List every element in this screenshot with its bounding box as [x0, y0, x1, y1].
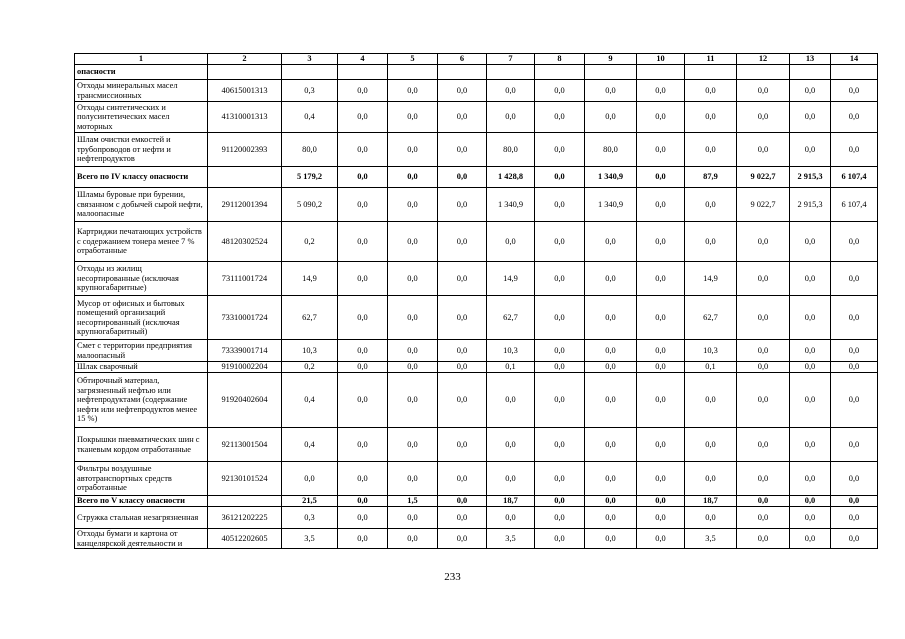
value-cell: 0,0 — [737, 262, 790, 296]
value-cell: 0,0 — [585, 262, 637, 296]
waste-name-cell: Шлам очистки емкостей и трубопроводов от нефти и нефтепродуктов — [75, 133, 208, 167]
value-cell: 0,0 — [685, 102, 737, 133]
value-cell: 0,0 — [438, 102, 487, 133]
value-cell — [438, 65, 487, 80]
value-cell: 6 107,4 — [831, 188, 878, 222]
value-cell: 0,0 — [585, 102, 637, 133]
value-cell: 0,0 — [737, 222, 790, 262]
value-cell: 80,0 — [585, 133, 637, 167]
value-cell: 0,0 — [487, 222, 535, 262]
waste-name-cell: опасности — [75, 65, 208, 80]
value-cell: 0,0 — [637, 188, 685, 222]
value-cell: 10,3 — [685, 340, 737, 362]
value-cell: 0,0 — [831, 222, 878, 262]
value-cell: 0,0 — [790, 428, 831, 462]
value-cell: 14,9 — [685, 262, 737, 296]
value-cell: 0,0 — [388, 222, 438, 262]
value-cell: 62,7 — [282, 296, 338, 340]
value-cell: 0,0 — [585, 362, 637, 373]
value-cell: 0,0 — [438, 362, 487, 373]
value-cell: 0,0 — [338, 133, 388, 167]
table-row — [75, 529, 878, 549]
value-cell: 3,5 — [282, 529, 338, 549]
column-number-cell: 6 — [438, 54, 487, 65]
value-cell: 0,0 — [487, 507, 535, 529]
value-cell: 0,0 — [831, 133, 878, 167]
value-cell: 62,7 — [487, 296, 535, 340]
value-cell: 1 428,8 — [487, 167, 535, 188]
page-number: 233 — [444, 571, 461, 583]
value-cell: 3,5 — [685, 529, 737, 549]
column-number-cell: 10 — [637, 54, 685, 65]
value-cell: 0,0 — [737, 496, 790, 507]
value-cell: 0,0 — [585, 462, 637, 496]
column-number-cell: 2 — [208, 54, 282, 65]
value-cell: 0,0 — [535, 362, 585, 373]
value-cell: 0,0 — [831, 373, 878, 428]
table-row — [75, 262, 878, 296]
value-cell: 0,0 — [685, 133, 737, 167]
value-cell: 0,0 — [338, 80, 388, 102]
value-cell — [637, 65, 685, 80]
value-cell: 0,4 — [282, 102, 338, 133]
value-cell: 1,5 — [388, 496, 438, 507]
value-cell: 0,0 — [831, 296, 878, 340]
value-cell: 0,0 — [487, 373, 535, 428]
waste-name-cell: Отходы из жилищ несортированные (исключая крупногабаритные) — [75, 262, 208, 296]
value-cell: 0,0 — [685, 188, 737, 222]
value-cell: 14,9 — [282, 262, 338, 296]
value-cell: 0,0 — [585, 340, 637, 362]
fkko-code-cell: 40615001313 — [208, 80, 282, 102]
value-cell: 0,0 — [388, 462, 438, 496]
value-cell: 0,0 — [637, 340, 685, 362]
table-body — [75, 54, 878, 549]
fkko-code-cell — [208, 65, 282, 80]
fkko-code-cell: 48120302524 — [208, 222, 282, 262]
value-cell — [737, 65, 790, 80]
value-cell: 0,0 — [737, 362, 790, 373]
value-cell: 0,0 — [535, 373, 585, 428]
value-cell: 0,0 — [637, 262, 685, 296]
fkko-code-cell: 40512202605 — [208, 529, 282, 549]
table-row — [75, 362, 878, 373]
table-row — [75, 80, 878, 102]
value-cell — [685, 65, 737, 80]
value-cell: 0,0 — [831, 507, 878, 529]
value-cell: 0,3 — [282, 507, 338, 529]
value-cell: 0,0 — [685, 222, 737, 262]
value-cell: 0,4 — [282, 428, 338, 462]
value-cell: 0,0 — [338, 222, 388, 262]
waste-name-cell: Фильтры воздушные автотранспортных средств отработанные — [75, 462, 208, 496]
table-row — [75, 133, 878, 167]
value-cell: 0,0 — [438, 340, 487, 362]
value-cell: 0,0 — [790, 296, 831, 340]
value-cell: 0,0 — [637, 362, 685, 373]
value-cell: 0,0 — [338, 496, 388, 507]
waste-name-cell: Смет с территории предприятия малоопасный — [75, 340, 208, 362]
value-cell: 2 915,3 — [790, 167, 831, 188]
value-cell: 0,0 — [737, 507, 790, 529]
value-cell: 0,0 — [831, 462, 878, 496]
value-cell: 0,0 — [535, 133, 585, 167]
waste-name-cell: Шламы буровые при бурении, связанном с добычей сырой нефти, малоопасные — [75, 188, 208, 222]
value-cell: 0,1 — [685, 362, 737, 373]
fkko-code-cell: 29112001394 — [208, 188, 282, 222]
fkko-code-cell — [208, 167, 282, 188]
value-cell: 0,0 — [790, 133, 831, 167]
value-cell: 0,0 — [535, 102, 585, 133]
value-cell: 87,9 — [685, 167, 737, 188]
value-cell: 0,0 — [585, 496, 637, 507]
value-cell: 0,0 — [737, 133, 790, 167]
value-cell: 0,0 — [438, 496, 487, 507]
value-cell: 0,0 — [637, 102, 685, 133]
value-cell: 5 090,2 — [282, 188, 338, 222]
value-cell: 0,0 — [535, 296, 585, 340]
value-cell: 0,0 — [585, 80, 637, 102]
value-cell: 0,0 — [388, 133, 438, 167]
value-cell: 0,0 — [831, 496, 878, 507]
value-cell: 0,0 — [487, 428, 535, 462]
value-cell: 0,0 — [535, 529, 585, 549]
column-number-cell: 13 — [790, 54, 831, 65]
waste-name-cell: Обтирочный материал, загрязненный нефтью или нефтепродуктами (содержание нефти или нефтепродуктов менее 15 %) — [75, 373, 208, 428]
value-cell: 0,0 — [535, 496, 585, 507]
value-cell: 0,0 — [790, 373, 831, 428]
value-cell: 0,0 — [637, 373, 685, 428]
value-cell: 0,0 — [637, 428, 685, 462]
value-cell: 0,0 — [438, 529, 487, 549]
value-cell: 0,0 — [685, 373, 737, 428]
value-cell: 0,0 — [338, 529, 388, 549]
column-number-cell: 9 — [585, 54, 637, 65]
column-number-cell: 11 — [685, 54, 737, 65]
value-cell: 0,2 — [282, 362, 338, 373]
value-cell — [338, 65, 388, 80]
total-row — [75, 167, 878, 188]
value-cell: 0,0 — [685, 428, 737, 462]
value-cell: 0,0 — [535, 507, 585, 529]
table-row — [75, 373, 878, 428]
fkko-code-cell: 91920402604 — [208, 373, 282, 428]
value-cell: 0,0 — [790, 362, 831, 373]
value-cell: 0,0 — [535, 462, 585, 496]
value-cell — [790, 65, 831, 80]
fkko-code-cell: 73339001714 — [208, 340, 282, 362]
value-cell: 0,0 — [535, 80, 585, 102]
value-cell: 0,0 — [585, 222, 637, 262]
fkko-code-cell: 36121202225 — [208, 507, 282, 529]
value-cell: 0,0 — [685, 507, 737, 529]
value-cell: 0,0 — [831, 529, 878, 549]
value-cell: 0,2 — [282, 222, 338, 262]
value-cell: 1 340,9 — [585, 188, 637, 222]
value-cell: 0,0 — [388, 167, 438, 188]
column-number-cell: 7 — [487, 54, 535, 65]
value-cell: 0,0 — [637, 462, 685, 496]
value-cell: 0,0 — [831, 362, 878, 373]
value-cell: 0,0 — [338, 507, 388, 529]
value-cell: 0,0 — [388, 373, 438, 428]
value-cell: 0,0 — [338, 167, 388, 188]
value-cell — [535, 65, 585, 80]
value-cell: 0,0 — [338, 340, 388, 362]
table-row — [75, 462, 878, 496]
value-cell: 0,0 — [338, 428, 388, 462]
value-cell: 62,7 — [685, 296, 737, 340]
value-cell: 0,0 — [388, 428, 438, 462]
value-cell: 0,0 — [487, 80, 535, 102]
value-cell: 0,0 — [338, 262, 388, 296]
value-cell — [282, 65, 338, 80]
value-cell: 0,0 — [438, 188, 487, 222]
waste-name-cell: Отходы бумаги и картона от канцелярской деятельности и — [75, 529, 208, 549]
value-cell: 0,0 — [388, 102, 438, 133]
value-cell: 0,0 — [438, 80, 487, 102]
value-cell: 0,0 — [685, 462, 737, 496]
value-cell: 18,7 — [685, 496, 737, 507]
value-cell: 0,0 — [438, 507, 487, 529]
value-cell: 0,0 — [790, 462, 831, 496]
value-cell: 0,0 — [338, 296, 388, 340]
waste-name-cell: Шлак сварочный — [75, 362, 208, 373]
value-cell: 0,0 — [487, 102, 535, 133]
waste-name-cell: Всего по V классу опасности — [75, 496, 208, 507]
column-number-cell: 5 — [388, 54, 438, 65]
value-cell: 0,0 — [535, 262, 585, 296]
value-cell: 0,0 — [388, 362, 438, 373]
fkko-code-cell: 91910002204 — [208, 362, 282, 373]
value-cell: 9 022,7 — [737, 188, 790, 222]
column-number-cell: 1 — [75, 54, 208, 65]
value-cell: 0,0 — [438, 373, 487, 428]
table-row — [75, 222, 878, 262]
fkko-code-cell — [208, 496, 282, 507]
value-cell: 0,0 — [831, 428, 878, 462]
column-number-row — [75, 54, 878, 65]
value-cell: 80,0 — [282, 133, 338, 167]
value-cell: 0,0 — [637, 496, 685, 507]
value-cell: 0,0 — [790, 102, 831, 133]
value-cell: 0,0 — [338, 102, 388, 133]
value-cell: 3,5 — [487, 529, 535, 549]
value-cell: 0,0 — [737, 80, 790, 102]
value-cell: 0,0 — [737, 373, 790, 428]
waste-name-cell: Покрышки пневматических шин с тканевым кордом отработанные — [75, 428, 208, 462]
value-cell: 0,0 — [737, 340, 790, 362]
value-cell: 0,0 — [790, 222, 831, 262]
column-number-cell: 14 — [831, 54, 878, 65]
fkko-code-cell: 73111001724 — [208, 262, 282, 296]
value-cell: 10,3 — [282, 340, 338, 362]
value-cell: 0,0 — [438, 262, 487, 296]
value-cell: 0,1 — [487, 362, 535, 373]
table-row — [75, 296, 878, 340]
column-number-cell: 4 — [338, 54, 388, 65]
table-row — [75, 102, 878, 133]
value-cell: 0,0 — [637, 167, 685, 188]
value-cell: 0,0 — [831, 80, 878, 102]
value-cell: 9 022,7 — [737, 167, 790, 188]
value-cell: 0,0 — [282, 462, 338, 496]
value-cell: 0,0 — [637, 80, 685, 102]
value-cell: 1 340,9 — [487, 188, 535, 222]
total-row — [75, 496, 878, 507]
value-cell: 2 915,3 — [790, 188, 831, 222]
value-cell: 0,0 — [790, 340, 831, 362]
value-cell: 0,0 — [790, 529, 831, 549]
value-cell: 0,0 — [338, 462, 388, 496]
value-cell: 0,0 — [535, 340, 585, 362]
value-cell: 0,0 — [438, 462, 487, 496]
value-cell: 0,0 — [790, 262, 831, 296]
value-cell: 0,0 — [438, 428, 487, 462]
waste-name-cell: Стружка стальная незагрязненная — [75, 507, 208, 529]
value-cell: 0,0 — [737, 296, 790, 340]
value-cell: 0,0 — [831, 102, 878, 133]
fkko-code-cell: 92130101524 — [208, 462, 282, 496]
value-cell: 0,0 — [388, 296, 438, 340]
value-cell: 0,0 — [338, 362, 388, 373]
waste-name-cell: Всего по IV классу опасности — [75, 167, 208, 188]
value-cell — [487, 65, 535, 80]
value-cell: 0,0 — [388, 188, 438, 222]
value-cell: 0,0 — [535, 428, 585, 462]
column-number-cell: 8 — [535, 54, 585, 65]
value-cell: 0,0 — [388, 340, 438, 362]
value-cell: 0,0 — [637, 296, 685, 340]
total-row — [75, 65, 878, 80]
fkko-code-cell: 91120002393 — [208, 133, 282, 167]
table-row — [75, 340, 878, 362]
value-cell: 80,0 — [487, 133, 535, 167]
waste-name-cell: Картриджи печатающих устройств с содержанием тонера менее 7 % отработанные — [75, 222, 208, 262]
value-cell: 0,0 — [790, 80, 831, 102]
waste-table — [74, 53, 878, 549]
value-cell: 6 107,4 — [831, 167, 878, 188]
value-cell: 0,3 — [282, 80, 338, 102]
value-cell: 0,0 — [790, 507, 831, 529]
value-cell: 18,7 — [487, 496, 535, 507]
value-cell: 0,0 — [438, 296, 487, 340]
value-cell: 0,0 — [388, 507, 438, 529]
table-row — [75, 188, 878, 222]
column-number-cell: 3 — [282, 54, 338, 65]
value-cell: 0,0 — [637, 507, 685, 529]
value-cell: 0,0 — [585, 428, 637, 462]
value-cell: 0,0 — [535, 188, 585, 222]
value-cell: 0,0 — [585, 507, 637, 529]
value-cell: 0,0 — [585, 373, 637, 428]
column-number-cell: 12 — [737, 54, 790, 65]
value-cell: 0,0 — [338, 373, 388, 428]
value-cell — [831, 65, 878, 80]
value-cell: 0,0 — [831, 340, 878, 362]
value-cell — [585, 65, 637, 80]
value-cell: 0,0 — [637, 529, 685, 549]
value-cell: 0,0 — [737, 462, 790, 496]
value-cell: 0,0 — [637, 222, 685, 262]
table-row — [75, 428, 878, 462]
value-cell: 0,0 — [338, 188, 388, 222]
value-cell: 0,0 — [535, 167, 585, 188]
value-cell: 0,0 — [737, 428, 790, 462]
value-cell: 0,0 — [585, 296, 637, 340]
value-cell: 0,0 — [831, 262, 878, 296]
fkko-code-cell: 41310001313 — [208, 102, 282, 133]
value-cell: 0,0 — [487, 462, 535, 496]
value-cell: 0,0 — [737, 529, 790, 549]
value-cell: 0,0 — [388, 262, 438, 296]
value-cell: 0,0 — [685, 80, 737, 102]
table-row — [75, 507, 878, 529]
value-cell: 0,0 — [535, 222, 585, 262]
value-cell: 14,9 — [487, 262, 535, 296]
value-cell: 0,0 — [585, 529, 637, 549]
value-cell: 5 179,2 — [282, 167, 338, 188]
value-cell: 0,0 — [388, 80, 438, 102]
value-cell: 0,0 — [438, 133, 487, 167]
value-cell — [388, 65, 438, 80]
fkko-code-cell: 92113001504 — [208, 428, 282, 462]
value-cell: 0,0 — [737, 102, 790, 133]
value-cell: 0,4 — [282, 373, 338, 428]
fkko-code-cell: 73310001724 — [208, 296, 282, 340]
value-cell: 0,0 — [388, 529, 438, 549]
waste-name-cell: Отходы минеральных масел трансмиссионных — [75, 80, 208, 102]
value-cell: 0,0 — [438, 222, 487, 262]
value-cell: 21,5 — [282, 496, 338, 507]
value-cell: 0,0 — [637, 133, 685, 167]
waste-name-cell: Мусор от офисных и бытовых помещений организаций несортированный (исключая крупногабаритный) — [75, 296, 208, 340]
value-cell: 1 340,9 — [585, 167, 637, 188]
value-cell: 10,3 — [487, 340, 535, 362]
value-cell: 0,0 — [438, 167, 487, 188]
waste-name-cell: Отходы синтетических и полусинтетических масел моторных — [75, 102, 208, 133]
value-cell: 0,0 — [790, 496, 831, 507]
